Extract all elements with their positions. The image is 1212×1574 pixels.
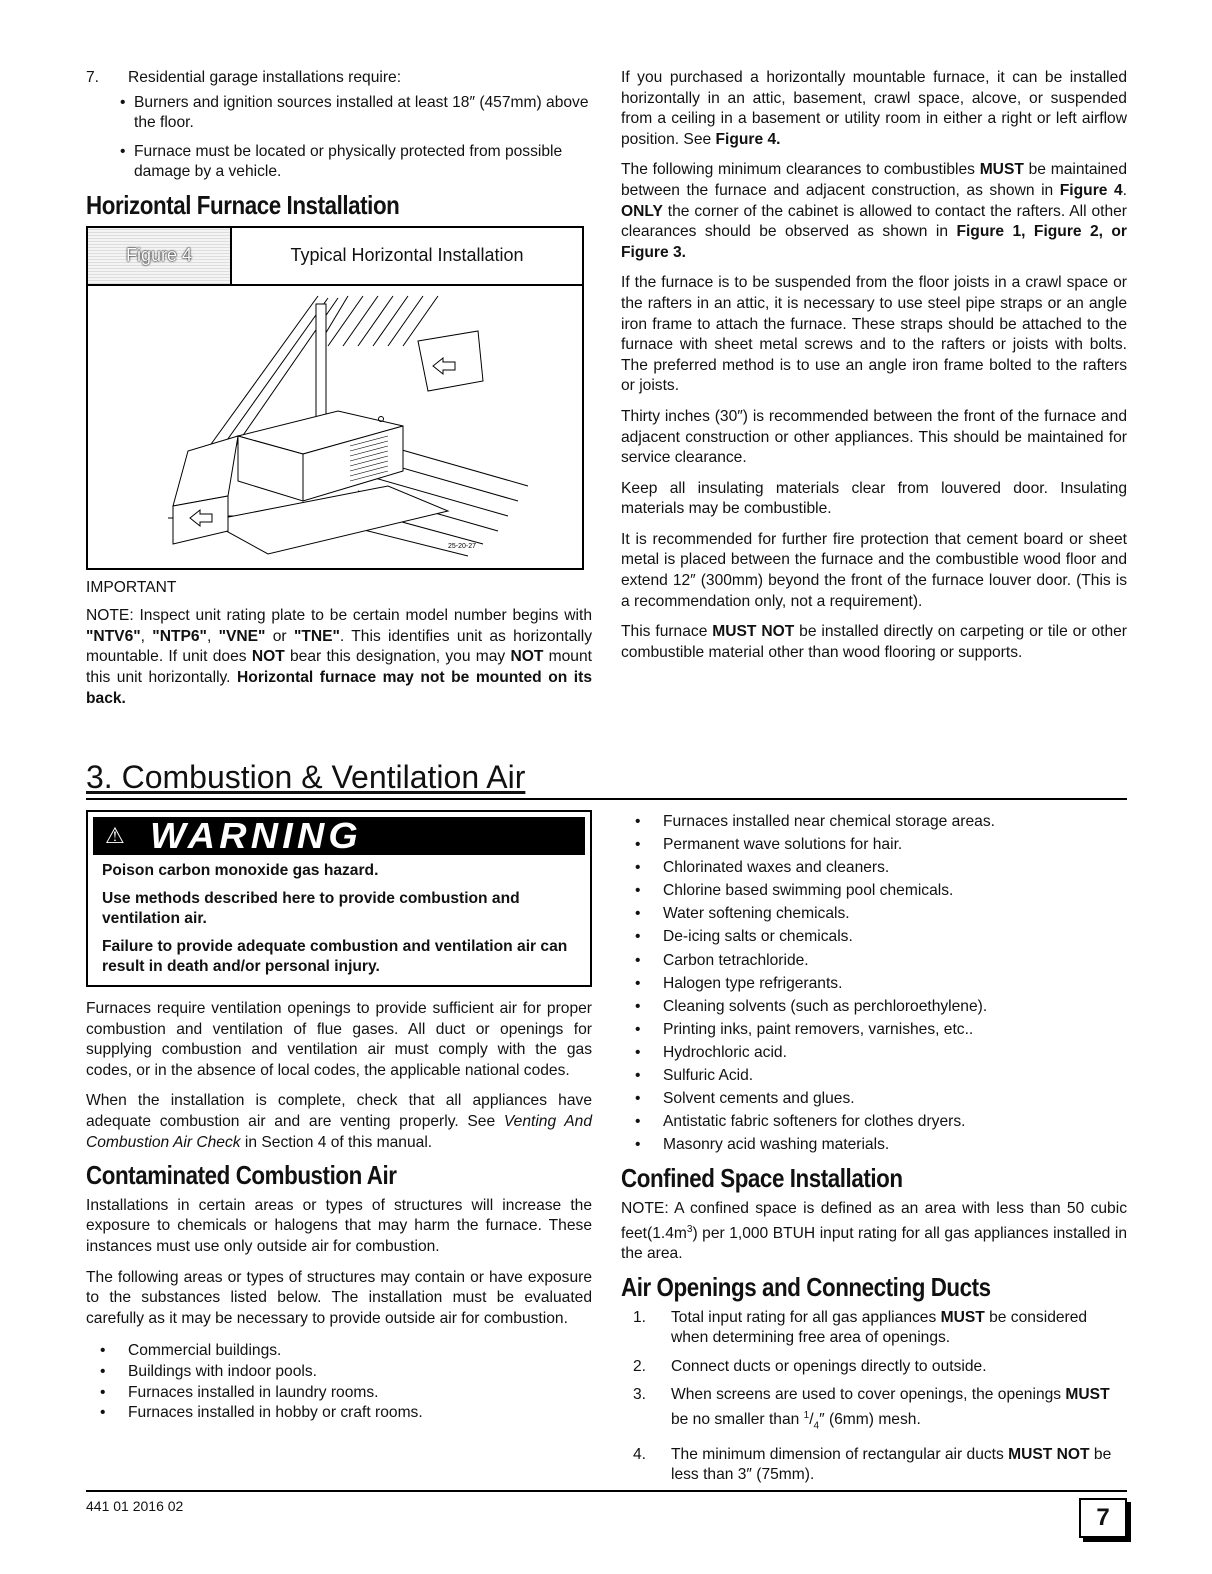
figure-4 — [86, 226, 584, 570]
warning-line: Use methods described here to provide combustion and ventilation air. — [102, 890, 520, 927]
paragraph: If the furnace is to be suspended from the floor joists in a crawl space or the rafters in an attic, it is necessary to use steel pipe straps or an angle iron frame to attach the furnace. These straps should be attached to the furnace with sheet metal screws and to the rafters or joists with bolts. The preferred method is to use an angle iron frame bolted to the rafters or joists. — [621, 274, 1127, 395]
warning-line: Poison carbon monoxide gas hazard. — [102, 862, 379, 879]
paragraph: If you purchased a horizontally mountable furnace, it can be installed horizontally in an attic, basement, crawl space, alcove, or suspended from a ceiling in a basement or utility room in either a right or left airflow position. See Figure 4. — [621, 69, 1127, 148]
list-item: • Water softening chemicals. — [621, 902, 1127, 925]
warning-box — [86, 810, 592, 987]
list-item: • Cleaning solvents (such as perchloroethylene). — [621, 995, 1127, 1018]
figure-code: 25-20-27 — [448, 542, 477, 550]
list-item: • Furnaces installed in hobby or craft rooms. — [86, 1403, 592, 1424]
section-heading: Contaminated Combustion Air — [86, 1160, 397, 1191]
section-heading: Air Openings and Connecting Ducts — [621, 1271, 991, 1302]
list-item: • Permanent wave solutions for hair. — [621, 833, 1127, 856]
list-item: • Antistatic fabric softeners for clothes dryers. — [621, 1110, 1127, 1133]
list-item: • Chlorine based swimming pool chemicals. — [621, 879, 1127, 902]
bullet-list — [86, 1341, 592, 1423]
horizontal-furnace-illustration — [88, 286, 582, 566]
figure-header — [88, 228, 582, 286]
paragraph: The following minimum clearances to combustibles MUST be maintained between the furnace and adjacent construction, as shown in Figure 4. ONLY the corner of the cabinet is allowed to contact the rafters. All other clearances should be observed as shown in Figure 1, Figure 2, or Figure 3. — [621, 161, 1128, 261]
list-item: • Masonry acid washing materials. — [621, 1133, 1127, 1156]
list-item: • Commercial buildings. — [86, 1341, 592, 1362]
section-title — [86, 760, 1127, 800]
item-number: 7. — [86, 69, 100, 86]
section-heading: Horizontal Furnace Installation — [86, 189, 400, 220]
list-item: • Furnaces installed in laundry rooms. — [86, 1383, 592, 1404]
warning-word: WARNING — [149, 814, 362, 856]
paragraph: The following areas or types of structures may contain or have exposure to the substances listed below. The installation must be evaluated carefully as it may be necessary to provide outside air for combustion. — [86, 1268, 592, 1327]
paragraph: When the installation is complete, check that all appliances have adequate combustion air and are venting properly. See Venting And Combustion Air Check in Section 4 of this manual. — [86, 1092, 593, 1151]
numbered-list — [621, 1308, 1127, 1486]
list-item: 4. The minimum dimension of rectangular air ducts MUST NOT be less than 3″ (75mm). — [633, 1445, 1112, 1484]
list-item: • De-icing salts or chemicals. — [621, 925, 1127, 948]
right-column-bottom — [621, 810, 1127, 1494]
list-item: • Furnace must be located or physically protected from possible damage by a vehicle. — [86, 142, 592, 183]
list-item: • Printing inks, paint removers, varnishes, etc.. — [621, 1018, 1127, 1041]
list-item: • Solvent cements and glues. — [621, 1087, 1127, 1110]
confined-space-note: NOTE: A confined space is defined as an area with less than 50 cubic $feet(1.4m^3)$ per 1,000 BTUH input rating for all gas appliances installed in the area. — [621, 1200, 1127, 1263]
list-item: • Furnaces installed near chemical storage areas. — [621, 810, 1127, 833]
item-text: Residential garage installations require: — [128, 69, 402, 86]
paragraph: Keep all insulating materials clear from louvered door. Insulating materials may be combustible. — [621, 479, 1127, 518]
left-column-top — [86, 68, 592, 719]
list-item: • Hydrochloric acid. — [621, 1041, 1127, 1064]
list-item: • Burners and ignition sources installed at least 18″ (457mm) above the floor. — [86, 93, 592, 134]
warning-header — [93, 814, 585, 856]
paragraph: It is recommended for further fire protection that cement board or sheet metal is placed between the furnace and the combustible wood floor and extend 12″ (300mm) beyond the front of the furnace louver door. (This is a recommendation only, not a requirement). — [621, 530, 1127, 610]
paragraph: Installations in certain areas or types of structures will increase the exposure to chemicals or halogens that may harm the furnace. These instances must use only outside air for combustion. — [86, 1196, 592, 1255]
paragraph: This furnace MUST NOT be installed directly on carpeting or tile or other combustible material other than wood flooring or supports. — [621, 623, 1127, 661]
list-item: • Buildings with indoor pools. — [86, 1362, 592, 1383]
right-column-top — [621, 68, 1127, 673]
document-number: 441 01 2016 02 — [86, 1498, 184, 1514]
left-column-bottom — [86, 810, 592, 1424]
list-item — [86, 68, 592, 89]
list-item: 2. Connect ducts or openings directly to outside. — [633, 1357, 987, 1375]
important-label: IMPORTANT — [86, 578, 177, 596]
list-item: • Halogen type refrigerants. — [621, 972, 1127, 995]
list-item: 3. When screens are used to cover openings, the openings MUST be no smaller than $^1/_4''$ (6mm) mesh. — [633, 1386, 1110, 1432]
warning-icon: ⚠ — [105, 822, 125, 848]
substance-list — [621, 810, 1127, 1156]
list-item: 1. Total input rating for all gas appliances MUST be considered when determining free area of openings. — [633, 1308, 1088, 1347]
numbered-list — [86, 68, 592, 89]
list-item: • Sulfuric Acid. — [621, 1064, 1127, 1087]
important-note: NOTE: Inspect unit rating plate to be certain model number begins with "NTV6", "NTP6", "VNE" or "TNE". This identifies unit as horizontally mountable. If unit does NOT bear this designation, you may NOT mount this unit horizontally. Horizontal furnace may not be mounted on its back. — [86, 607, 592, 707]
page-footer — [86, 1490, 1127, 1531]
paragraph: Furnaces require ventilation openings to provide sufficient air for proper combustion and ventilation of flue gases. All duct or openings for supplying combustion and ventilation air must comply with the gas codes, or in the absence of local codes, the applicable national codes. — [86, 1000, 592, 1079]
paragraph: Thirty inches (30″) is recommended between the front of the furnace and adjacent construction or other appliances. This should be maintained for service clearance. — [621, 407, 1127, 467]
section-heading: Confined Space Installation — [621, 1163, 903, 1194]
list-item: • Chlorinated waxes and cleaners. — [621, 856, 1127, 879]
bullet-list — [86, 93, 592, 183]
section-title-text: 3. Combustion & Ventilation Air — [86, 759, 526, 795]
figure-label: Figure 4 — [88, 228, 232, 284]
warning-line: Failure to provide adequate combustion and ventilation air can result in death and/or personal injury. — [102, 938, 568, 975]
figure-title: Typical Horizontal Installation — [290, 245, 524, 266]
list-item: • Carbon tetrachloride. — [621, 949, 1127, 972]
page-number: 7 — [1079, 1498, 1127, 1538]
